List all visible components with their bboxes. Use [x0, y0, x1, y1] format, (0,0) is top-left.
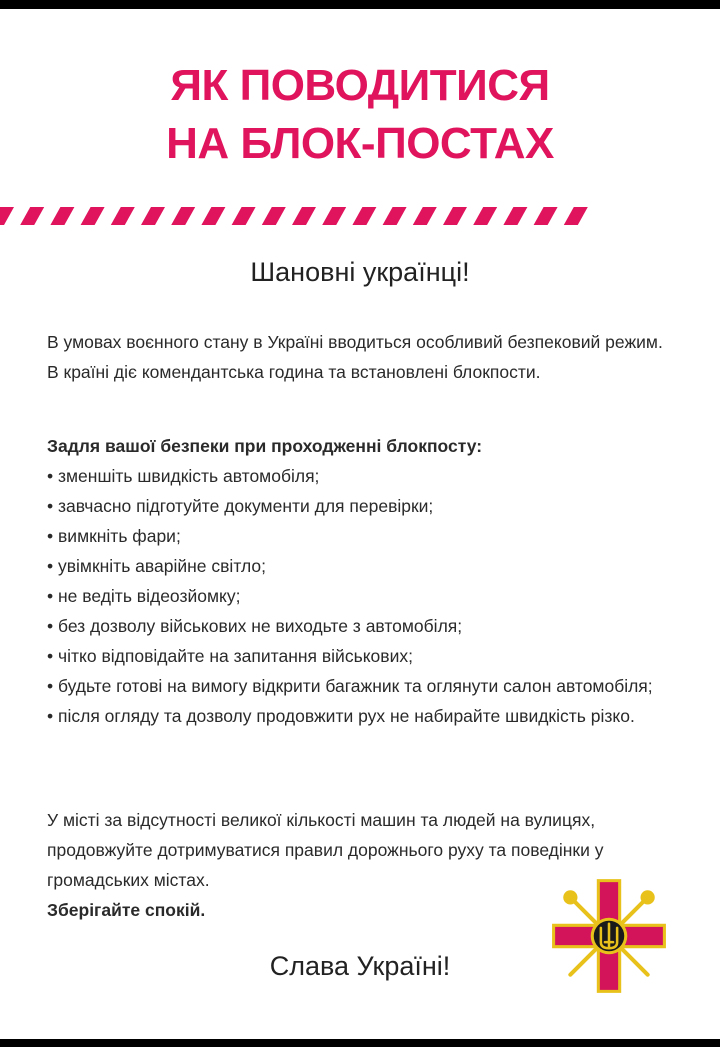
stripe-segment [534, 207, 558, 225]
stripe-segment [20, 207, 44, 225]
stripe-segment [383, 207, 407, 225]
stripe-segment [292, 207, 316, 225]
list-item: • не ведіть відеозйомку; [47, 581, 675, 611]
stripe-segment [503, 207, 527, 225]
stripe-segment [81, 207, 105, 225]
stripe-segment [111, 207, 135, 225]
stripe-segment [564, 207, 588, 225]
stripe-segment [352, 207, 376, 225]
stripe-segment [262, 207, 286, 225]
instructions-lead: Задля вашої безпеки при проходженні блокпосту: [47, 436, 483, 456]
instructions-block [47, 431, 675, 731]
title-line-1: ЯК ПОВОДИТИСЯ [170, 61, 550, 110]
stripe-segment [322, 207, 346, 225]
stripe-segment [443, 207, 467, 225]
poster-page [0, 9, 720, 1039]
bottom-frame-bar [0, 1039, 720, 1047]
list-item: • після огляду та дозволу продовжити рух не набирайте швидкість різко. [47, 701, 675, 731]
stripe-segment [413, 207, 437, 225]
poster-title [0, 57, 720, 173]
list-item: • увімкніть аварійне світло; [47, 551, 675, 581]
title-line-2: НА БЛОК-ПОСТАХ [166, 119, 554, 168]
stripe-segment [232, 207, 256, 225]
stripe-segment [171, 207, 195, 225]
top-frame-bar [0, 0, 720, 9]
list-item: • чітко відповідайте на запитання військових; [47, 641, 675, 671]
list-item: • завчасно підготуйте документи для перевірки; [47, 491, 675, 521]
greeting-heading: Шановні українці! [250, 257, 470, 287]
intro-paragraph: В умовах воєнного стану в Україні вводиться особливий безпековий режим. В країні діє комендантська година та встановлені блокпости. [47, 332, 663, 382]
list-item: • без дозволу військових не виходьте з автомобіля; [47, 611, 675, 641]
city-note: У місті за відсутності великої кількості машин та людей на вулицях, продовжуйте дотримуватися правил дорожнього руху та поведінки у громадських містах. [47, 810, 604, 890]
list-item: • зменшіть швидкість автомобіля; [47, 461, 675, 491]
stripe-segment [141, 207, 165, 225]
closing-slogan: Слава Україні! [269, 951, 451, 981]
stripe-segment [201, 207, 225, 225]
list-item: • вимкніть фари; [47, 521, 675, 551]
stripe-segment [0, 207, 14, 225]
list-item: • будьте готові на вимогу відкрити багажник та оглянути салон автомобіля; [47, 671, 675, 701]
barrier-stripe [0, 201, 720, 231]
armed-forces-cross-emblem-icon [548, 875, 670, 997]
keep-calm-note: Зберігайте спокій. [47, 900, 206, 920]
stripe-segment [473, 207, 497, 225]
stripe-segment [50, 207, 74, 225]
